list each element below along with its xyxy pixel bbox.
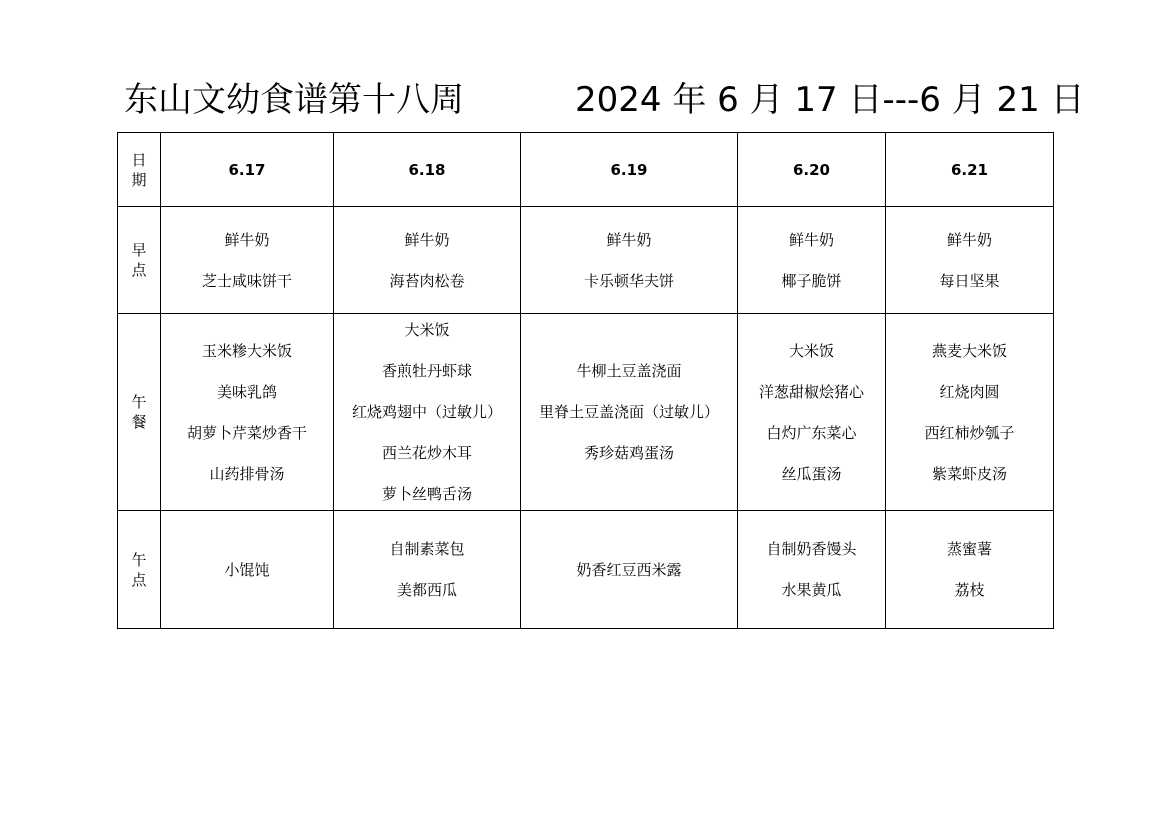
dish: 燕麦大米饭 xyxy=(931,341,1007,360)
dish: 芝士咸味饼干 xyxy=(201,271,292,290)
dish: 鲜牛奶 xyxy=(606,230,652,249)
dish: 大米饭 xyxy=(404,321,450,339)
row-label-date: 日 期 xyxy=(118,133,161,207)
snack-cell xyxy=(738,511,886,629)
dish: 小馄饨 xyxy=(224,560,270,579)
dish: 洋葱甜椒烩猪心 xyxy=(758,382,864,401)
snack-cell xyxy=(521,511,738,629)
breakfast-cell xyxy=(334,207,521,314)
lunch-cell xyxy=(161,314,334,511)
dish: 自制素菜包 xyxy=(389,540,465,558)
date-cell: 6.18 xyxy=(334,133,521,207)
dish: 自制奶香馒头 xyxy=(766,540,857,558)
row-label-snack: 午 点 xyxy=(118,511,161,629)
lunch-cell xyxy=(886,314,1054,511)
breakfast-cell xyxy=(521,207,738,314)
lunch-row xyxy=(118,314,1054,511)
dish: 玉米糁大米饭 xyxy=(201,341,292,360)
dish: 荔枝 xyxy=(954,581,985,599)
dish: 萝卜丝鸭舌汤 xyxy=(381,485,472,503)
dish: 鲜牛奶 xyxy=(946,230,992,249)
lunch-cell xyxy=(334,314,521,511)
snack-row xyxy=(118,511,1054,629)
dish: 里脊土豆盖浇面（过敏儿） xyxy=(538,403,719,421)
menu-title: 东山文幼食谱第十八周 xyxy=(124,80,464,120)
dish: 每日坚果 xyxy=(939,271,1000,290)
menu-table xyxy=(117,132,1054,629)
row-label-breakfast: 早 点 xyxy=(118,207,161,314)
dish: 西红柿炒瓠子 xyxy=(924,423,1015,442)
breakfast-cell xyxy=(886,207,1054,314)
breakfast-row xyxy=(118,207,1054,314)
lunch-cell xyxy=(738,314,886,511)
date-cell: 6.17 xyxy=(161,133,334,207)
row-label-lunch: 午 餐 xyxy=(118,314,161,511)
dish: 卡乐顿华夫饼 xyxy=(583,271,674,290)
lunch-cell xyxy=(521,314,738,511)
dish: 白灼广东菜心 xyxy=(766,423,857,442)
dish: 山药排骨汤 xyxy=(209,464,285,483)
dish: 美味乳鸽 xyxy=(216,382,277,401)
dish: 海苔肉松卷 xyxy=(389,271,465,290)
dish: 秀珍菇鸡蛋汤 xyxy=(583,444,674,462)
date-cell: 6.21 xyxy=(886,133,1054,207)
dish: 红烧肉圆 xyxy=(939,382,1000,401)
dish: 香煎牡丹虾球 xyxy=(381,362,472,380)
snack-cell xyxy=(161,511,334,629)
date-row xyxy=(118,133,1054,207)
breakfast-cell xyxy=(161,207,334,314)
dish: 胡萝卜芹菜炒香干 xyxy=(186,423,307,442)
page-header xyxy=(124,78,1085,124)
breakfast-cell xyxy=(738,207,886,314)
date-range: 2024 年 6 月 17 日---6 月 21 日 xyxy=(575,80,1085,120)
dish: 鲜牛奶 xyxy=(788,230,834,249)
dish: 牛柳土豆盖浇面 xyxy=(576,362,682,380)
date-cell: 6.19 xyxy=(521,133,738,207)
dish: 大米饭 xyxy=(788,341,834,360)
dish: 西兰花炒木耳 xyxy=(381,444,472,462)
dish: 美都西瓜 xyxy=(396,581,457,599)
dish: 椰子脆饼 xyxy=(781,271,842,290)
dish: 紫菜虾皮汤 xyxy=(931,464,1007,483)
date-cell: 6.20 xyxy=(738,133,886,207)
dish: 水果黄瓜 xyxy=(781,581,842,599)
dish: 红烧鸡翅中（过敏儿） xyxy=(351,403,502,421)
dish: 鲜牛奶 xyxy=(404,230,450,249)
dish: 鲜牛奶 xyxy=(224,230,270,249)
snack-cell xyxy=(886,511,1054,629)
dish: 奶香红豆西米露 xyxy=(576,560,682,579)
snack-cell xyxy=(334,511,521,629)
dish: 丝瓜蛋汤 xyxy=(781,464,842,483)
dish: 蒸蜜薯 xyxy=(946,540,992,558)
